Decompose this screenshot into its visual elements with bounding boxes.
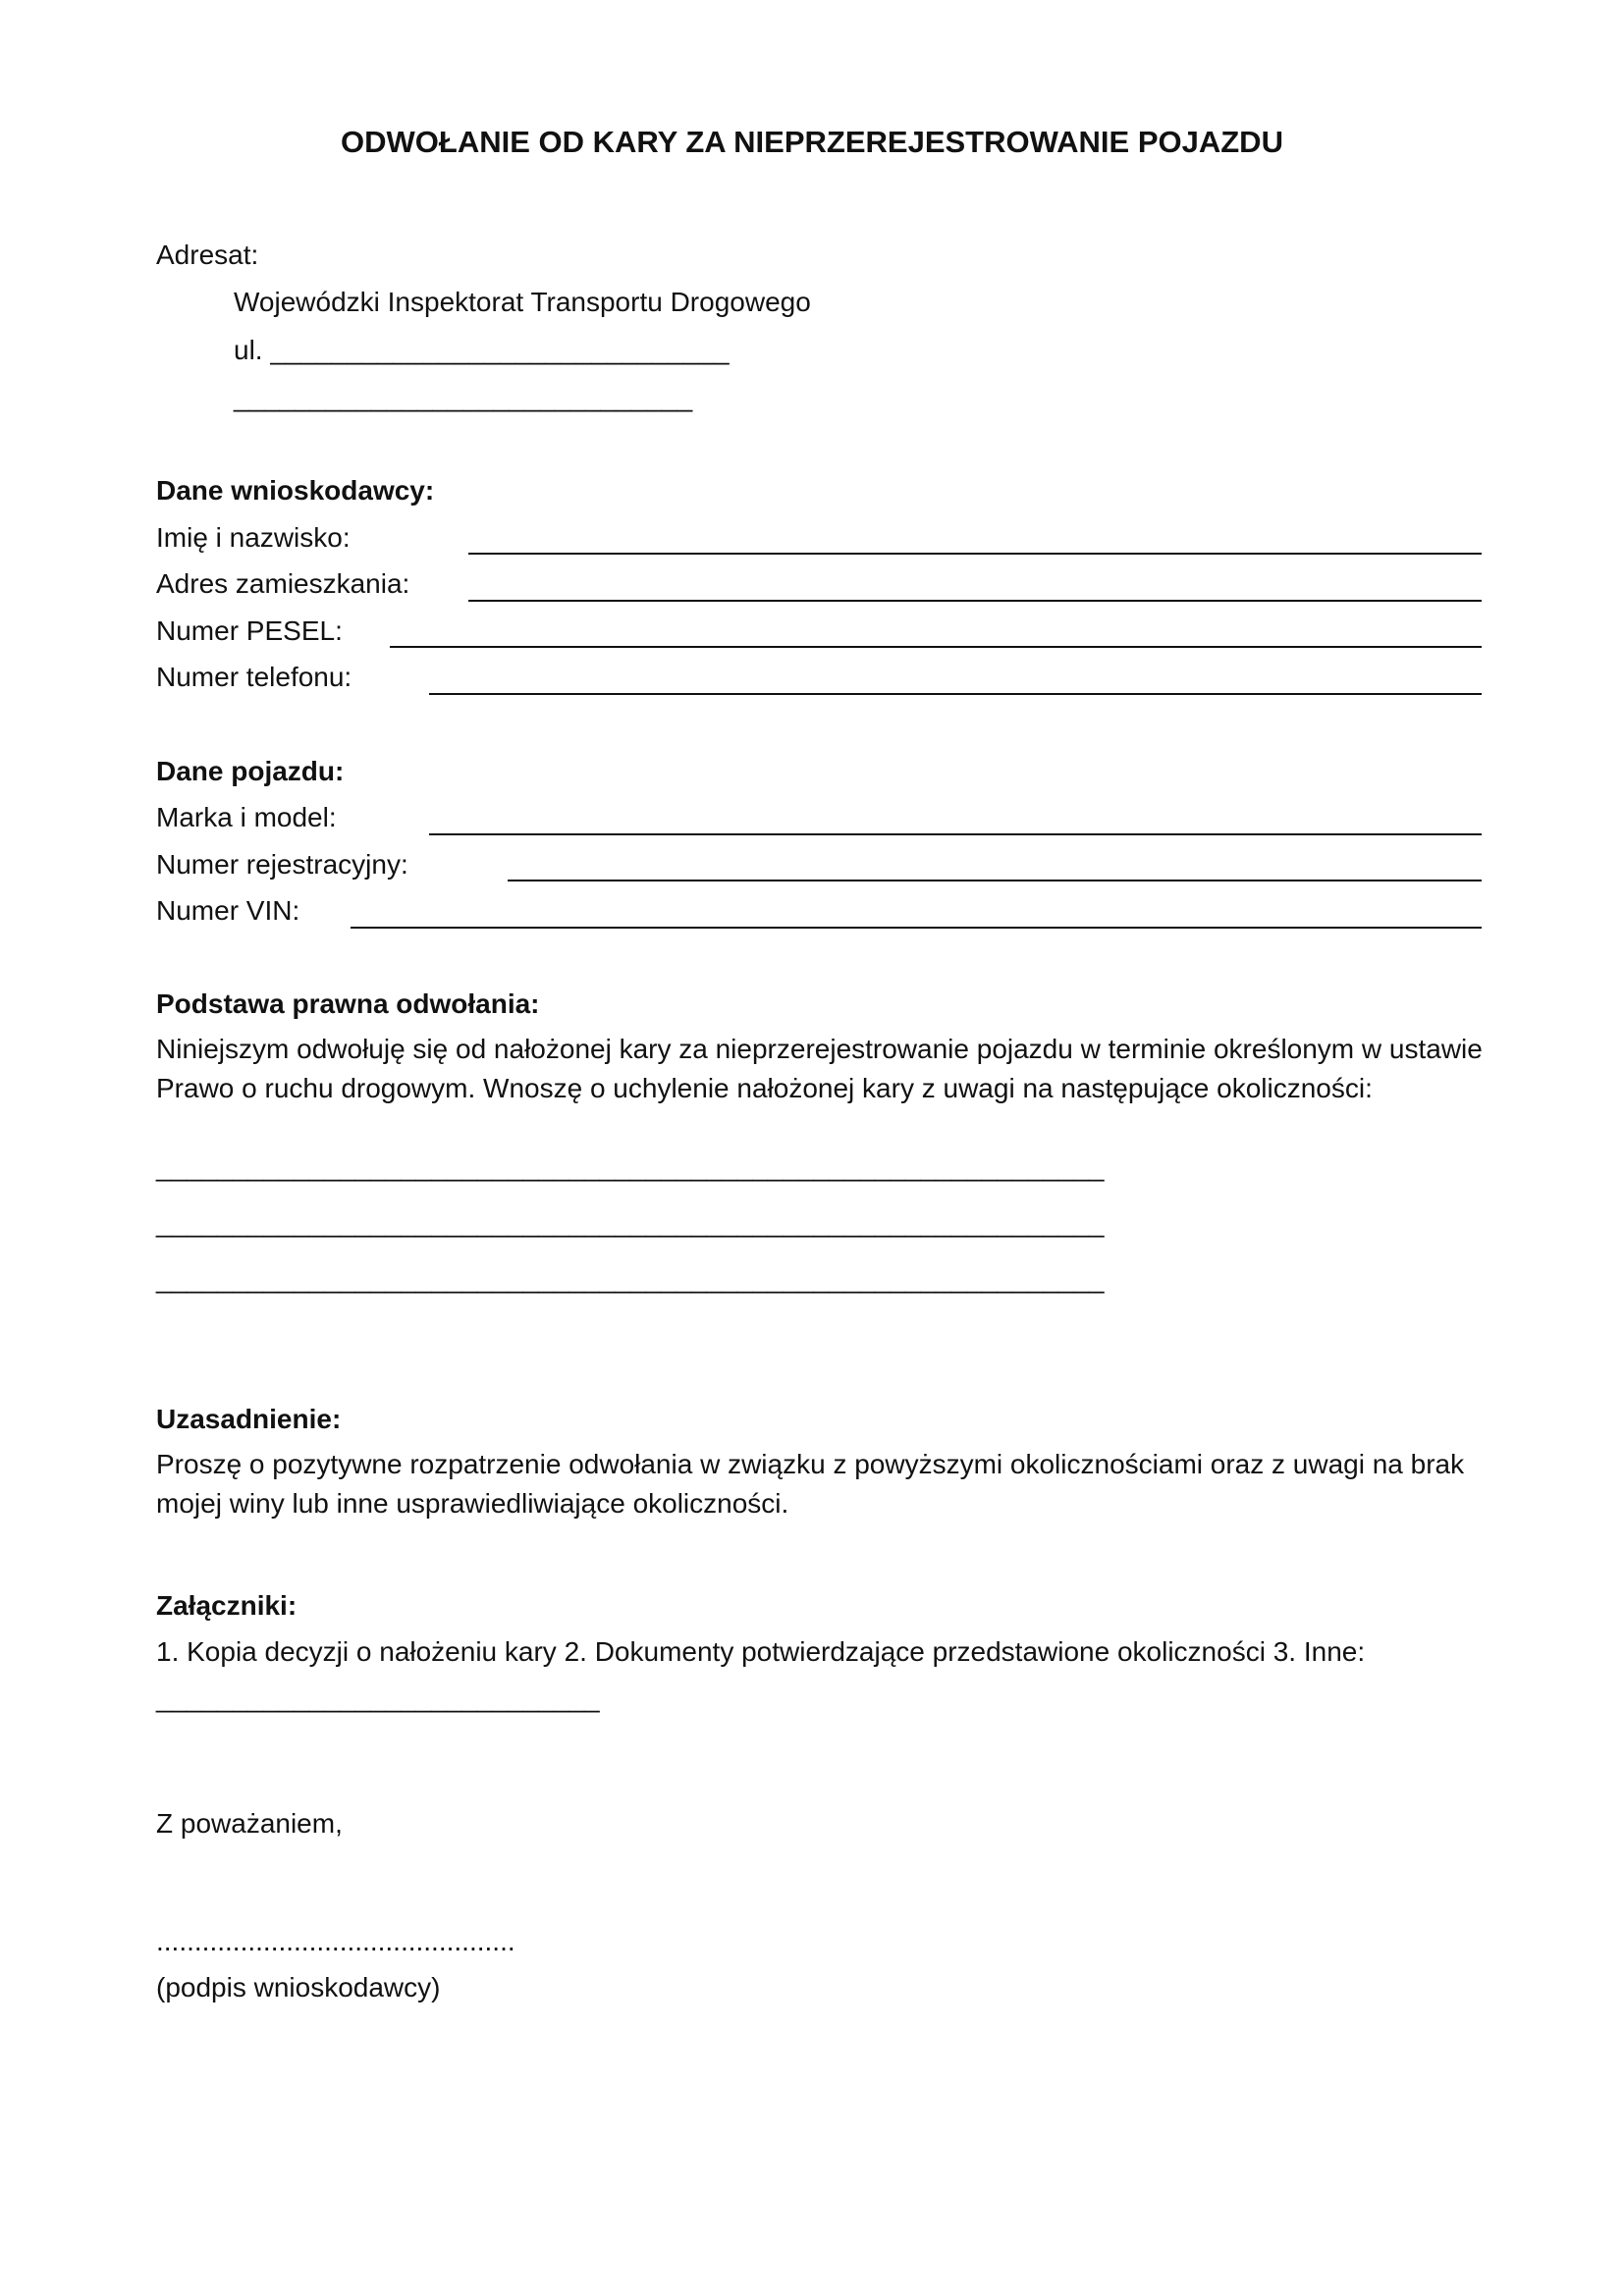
vehicle-registration-line <box>508 880 1482 881</box>
attachments-blank-line: _____________________________ <box>156 1682 600 1713</box>
justification-heading: Uzasadnienie: <box>156 1404 342 1434</box>
legal-basis-blank-line: ______________________________________________________________ <box>156 1263 1105 1294</box>
applicant-phone-line <box>429 693 1482 695</box>
vehicle-model-label: Marka i model: <box>156 802 337 832</box>
vehicle-vin-line <box>351 927 1482 929</box>
signature-caption: (podpis wnioskodawcy) <box>156 1972 441 2002</box>
vehicle-registration-label: Numer rejestracyjny: <box>156 849 408 880</box>
applicant-name-line <box>468 553 1482 555</box>
applicant-address-label: Adres zamieszkania: <box>156 568 410 599</box>
applicant-pesel-line <box>390 646 1482 648</box>
legal-basis-heading: Podstawa prawna odwołania: <box>156 988 540 1019</box>
legal-basis-blank-line: ______________________________________________________________ <box>156 1151 1105 1182</box>
attachments-text: 1. Kopia decyzji o nałożeniu kary 2. Dokumenty potwierdzające przedstawione okoliczności 3. Inne: <box>156 1636 1366 1667</box>
applicant-pesel-label: Numer PESEL: <box>156 615 343 646</box>
addressee-heading: Adresat: <box>156 240 259 270</box>
document-title: ODWOŁANIE OD KARY ZA NIEPRZEREJESTROWANIE POJAZDU <box>341 125 1283 159</box>
signature-dots: ............................................... <box>156 1926 515 1956</box>
vehicle-heading: Dane pojazdu: <box>156 756 345 786</box>
applicant-phone-label: Numer telefonu: <box>156 662 352 692</box>
legal-basis-blank-line: ______________________________________________________________ <box>156 1207 1105 1238</box>
applicant-name-label: Imię i nazwisko: <box>156 522 351 553</box>
applicant-heading: Dane wnioskodawcy: <box>156 475 435 506</box>
addressee-institution: Wojewódzki Inspektorat Transportu Drogowego <box>234 287 811 317</box>
vehicle-model-line <box>429 833 1482 835</box>
applicant-address-line <box>468 600 1482 602</box>
closing-greeting: Z poważaniem, <box>156 1808 343 1839</box>
attachments-heading: Załączniki: <box>156 1590 298 1621</box>
addressee-street-line: ul. ______________________________ <box>234 335 730 365</box>
vehicle-vin-label: Numer VIN: <box>156 895 300 926</box>
legal-basis-text: Niniejszym odwołuję się od nałożonej kary za nieprzerejestrowanie pojazdu w terminie określonym w ustawie Prawo o ruchu drogowym. Wnoszę o uchylenie nałożonej kary z uwagi na następujące okoliczności: <box>156 1034 1483 1103</box>
addressee-blank-line: ______________________________ <box>234 382 693 412</box>
justification-text: Proszę o pozytywne rozpatrzenie odwołania w związku z powyższymi okolicznościami oraz z uwagi na brak mojej winy lub inne usprawiedliwiające okoliczności. <box>156 1449 1465 1519</box>
